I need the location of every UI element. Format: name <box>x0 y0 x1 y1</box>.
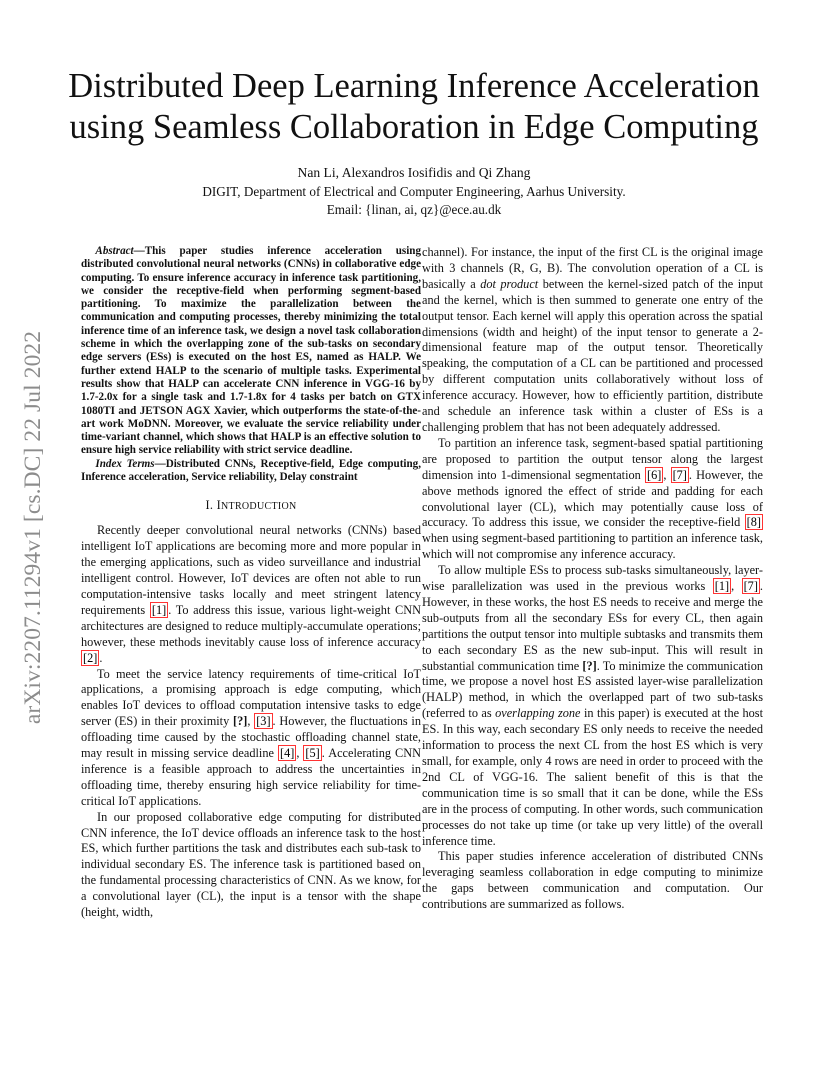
intro-paragraph-5 <box>422 563 763 849</box>
text-run: , <box>247 714 255 729</box>
author-affiliation: DIGIT, Department of Electrical and Computer Engineering, Aarhus University. <box>202 183 626 199</box>
section-title-rest: NTRODUCTION <box>221 501 297 513</box>
text-run: . <box>99 650 103 665</box>
citation-link[interactable]: [4] <box>279 746 295 761</box>
intro-paragraph-4 <box>422 436 763 563</box>
section-title-initial: I <box>216 498 222 513</box>
index-terms <box>81 458 421 485</box>
text-run: channel). For instance, the input of the first CL is the original image with 3 channels (R, G, B). The convolution operation of a CL is basically a <box>422 245 763 291</box>
text-run: . To address this issue, various light-weight CNN architectures are designed to reduce multiply-accumulate operations; however, these methods inevitably cause loss of inference accuracy <box>81 602 421 649</box>
citation-link[interactable]: [7] <box>743 579 758 594</box>
left-column <box>81 245 421 921</box>
abstract-lead: Abstract <box>95 245 134 257</box>
unresolved-citation: [?] <box>233 714 248 729</box>
text-run: , <box>296 746 304 761</box>
text-run: . However, the fluctuations in offloading time caused by the stochastic offloading channel state, may result in missing service deadline <box>81 714 421 761</box>
abstract-text: —This paper studies inference acceleration using distributed convolutional neural networks (CNNs) in collaborative edge computing. To ensure inference accuracy in inference task partitioning, we consider the receptive-field when performing segment-based partitioning. To maximize the parallelization between the communication and computing processes, thereby minimizing the total inference time of an inference task, we design a novel task collaboration scheme in which the overlapping zone of the sub-tasks on secondary edge servers (ESs) is executed on the host ES, named as HALP. We further extend HALP to the scenario of multiple tasks. Experimental results show that HALP can accelerate CNN inference in VGG-16 by 1.7-2.0x for a single task and 1.7-1.8x for 4 tasks per batch on GTX 1080TI and JETSON AGX Xavier, which outperforms the state-of-the-art work MoDNN. Moreover, we evaluate the service reliability under time-variant channel, which shows that HALP is an effective solution to ensure high service reliability with strict service deadline. <box>81 245 421 457</box>
title-line-1: Distributed Deep Learning Inference Acceleration <box>68 67 760 105</box>
text-run: To partition an inference task, segment-based spatial partitioning are proposed to partition the output tensor along the largest dimension into 1-dimensional segmentation <box>422 435 763 482</box>
abstract <box>81 245 421 484</box>
index-terms-lead: Index Terms <box>95 457 155 470</box>
citation-link[interactable]: [2] <box>83 650 98 665</box>
section-heading-introduction <box>81 498 421 514</box>
citation-link[interactable]: [3] <box>256 714 271 729</box>
text-run: , <box>731 579 742 594</box>
intro-paragraph-3: In our proposed collaborative edge computing for distributed CNN inference, the IoT device offloads an inference task to the host ES, which further partitions the task and distributes each sub-task to individual secondary ES. The inference task is partitioned based on the fundamental processing characteristics of CNN. As we know, for a convolutional layer (CL), the input is a tensor with the shape (height, width, <box>81 809 421 920</box>
arxiv-identifier <box>20 295 48 759</box>
text-run: when using segment-based partitioning to partition an inference task, which will not compromise any inference accuracy. <box>422 531 763 562</box>
index-terms-text: —Distributed CNNs, Receptive-field, Edge computing, Inference acceleration, Service reliability, Delay constraint <box>81 457 421 484</box>
text-run: . To minimize the communication time, we propose a novel host ES assisted layer-wise parallelization (HALP) method, in which the overlapped part of two sub-tasks (referred to as <box>422 658 763 721</box>
text-run: Recently deeper convolutional neural networks (CNNs) based intelligent IoT applications are becoming more and more popular in the emerging applications, such as video surveillance and industrial intelligent control. However, IoT devices are often not able to run computation-intensive tasks locally and meet stringent latency requirements <box>81 523 421 617</box>
abstract-paragraph <box>81 245 421 458</box>
section-numeral: I. <box>205 498 217 513</box>
author-block <box>60 164 768 220</box>
citation-link[interactable]: [6] <box>646 467 662 482</box>
right-column <box>422 245 763 913</box>
intro-paragraph-1 <box>81 523 421 666</box>
text-run: between the kernel-sized patch of the input and the kernel, which is then summed to generate one entry of the output tensor. Each kernel will apply this operation across the spatial dimensions (width and height) of the input tensor to generate a 2-dimensional feature map of the output tensor. Theoretically speaking, the computation of a CL can be partitioned and processed by different computation units collaboratively without loss of inference accuracy. However, how to efficiently partition, distribute and schedule an inference task within a cluster of ESs is a challenging problem that has not been adequately addressed. <box>422 276 764 434</box>
text-run: , <box>663 467 671 482</box>
unresolved-citation: [?] <box>582 658 597 673</box>
text-run: . Accelerating CNN inference is a feasible approach to address the uncertainties in offloading time, thereby ensuring high service reliability for time-critical IoT applications. <box>81 746 421 808</box>
text-run: To meet the service latency requirements of time-critical IoT applications, a promising approach is edge computing, which enables IoT devices to offload computation intensive tasks to edge server (ES) in their proximity <box>81 666 421 729</box>
emphasis-text: dot product <box>480 276 539 291</box>
title-line-2: using Seamless Collaboration in Edge Computing <box>69 108 759 146</box>
author-email: Email: {linan, ai, qz}@ece.au.dk <box>326 202 502 217</box>
arxiv-identifier-text: arXiv:2207.11294v1 [cs.DC] 22 Jul 2022 <box>20 330 47 724</box>
citation-link[interactable]: [8] <box>746 515 761 530</box>
text-run: . However, the above methods ignored the effect of stride and padding for each convolutional layer (CL), which may potentially cause loss of accuracy. To address this issue, we consider the receptive-field <box>422 467 763 530</box>
text-run: . However, in these works, the host ES needs to receive and merge the sub-outputs from all the secondary ESs for every CL, then again partitions the output tensor into multiple subtasks and transmits them to each secondary ES as the new sub-input. This will result in substantial communication time <box>422 579 763 673</box>
text-run: in this paper) is executed at the host ES. In this way, each secondary ES only needs to receive the needed information to process the next CL from the host ES which is very small, for example, only 4 rows are need in order to proceed with the 2nd CL of VGG-16. The salient benefit of this is that the communication time is so small that it can be done, while the ESs are in the process of computing. In other words, such communication processes do not take up time (or take up very little) of the overall inference time. <box>422 706 764 848</box>
intro-paragraph-3-continued <box>422 245 763 436</box>
author-names: Nan Li, Alexandros Iosifidis and Qi Zhang <box>297 165 531 180</box>
intro-paragraph-2 <box>81 667 421 810</box>
paper-title <box>60 66 768 148</box>
emphasis-text: overlapping zone <box>495 706 581 721</box>
citation-link[interactable]: [1] <box>151 602 167 617</box>
intro-paragraph-6: This paper studies inference acceleration of distributed CNNs leveraging seamless collaboration in edge computing to minimize the gaps between communication and computation. Our contributions are summarized as follows. <box>422 849 763 912</box>
citation-link[interactable]: [5] <box>305 746 320 761</box>
citation-link[interactable]: [7] <box>672 467 687 482</box>
citation-link[interactable]: [1] <box>714 579 730 594</box>
text-run: To allow multiple ESs to process sub-tasks simultaneously, layer-wise parallelization was used in the previous works <box>422 563 763 594</box>
